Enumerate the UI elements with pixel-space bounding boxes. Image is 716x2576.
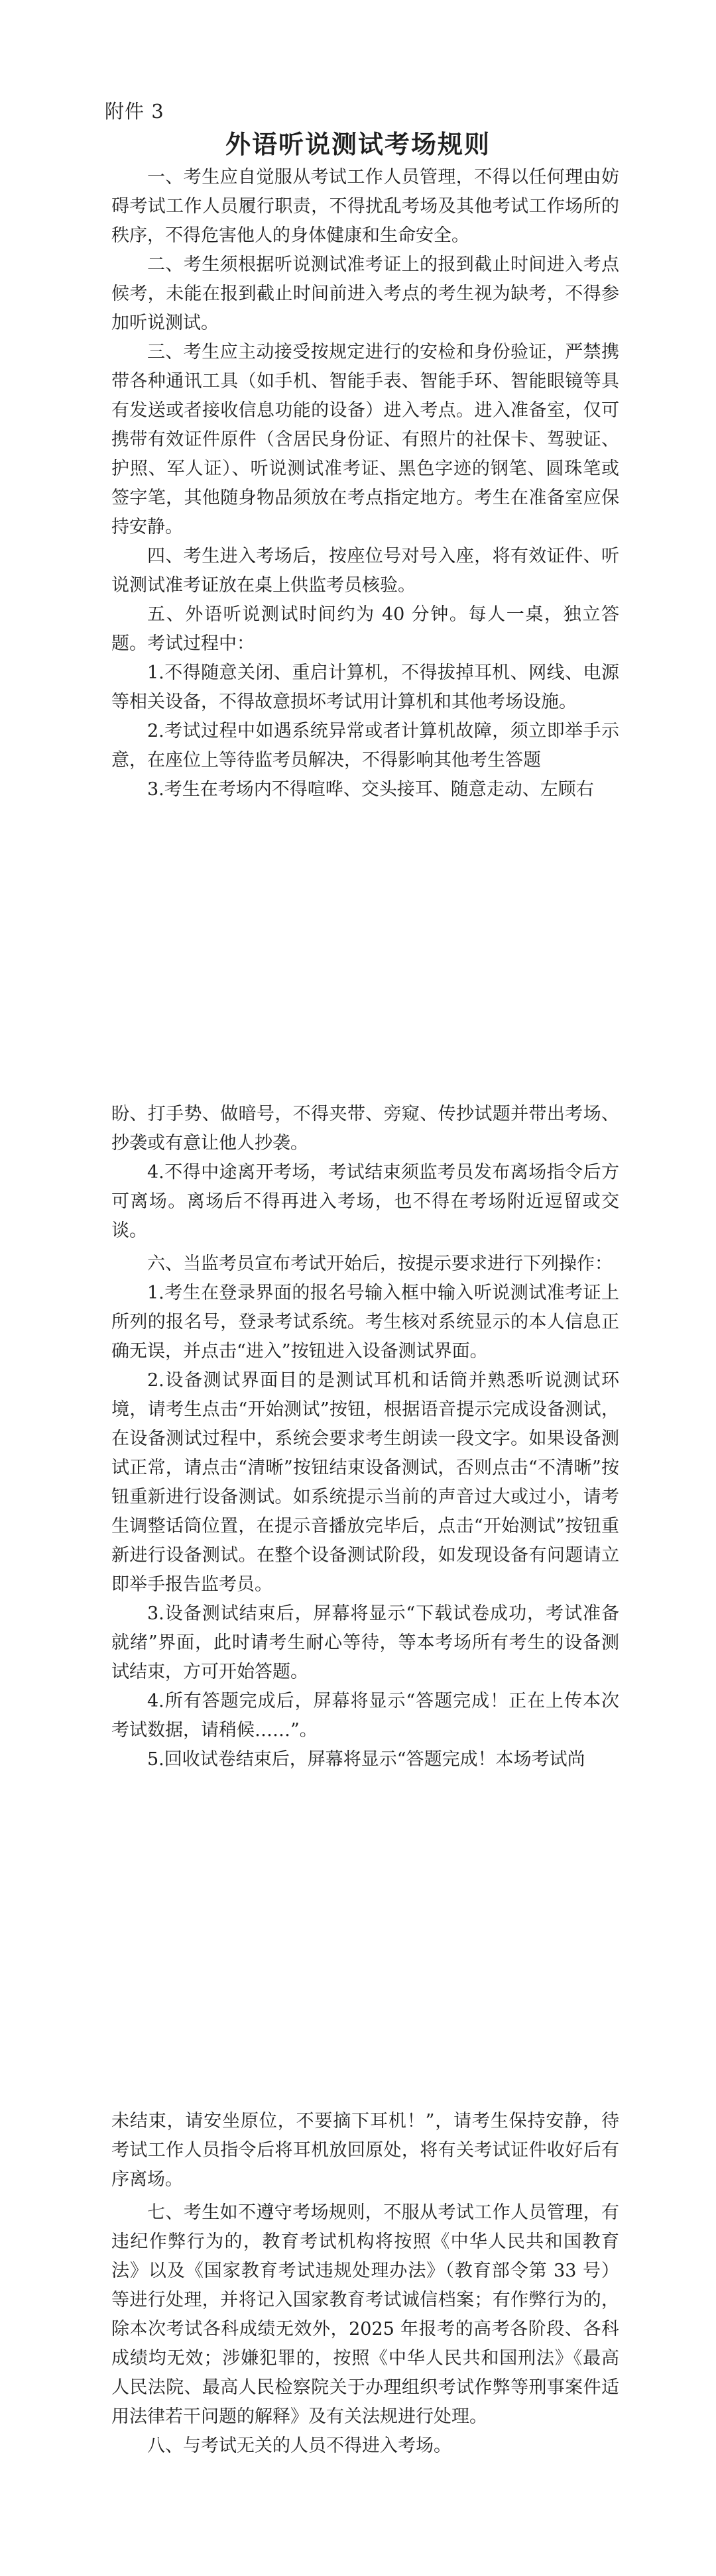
rule-item-5-3-start: 3.考生在考场内不得喧哗、交头接耳、随意走动、左顾右 bbox=[147, 779, 594, 800]
rule-item-6-5-start: 5.回收试卷结束后，屏幕将显示“答题完成！本场考试尚 bbox=[147, 1749, 585, 1770]
rule-item-6-5-end: 未结束，请安坐原位，不要摘下耳机！”，请考生保持安静，待考试工作人员指令后将耳机放回原处，将有关考试证件收好后有序离场。 bbox=[111, 2111, 619, 2190]
rules-block-2 bbox=[111, 1100, 619, 1774]
rule-item-6-4: 4.所有答题完成后，屏幕将显示“答题完成！正在上传本次考试数据，请稍候……”。 bbox=[111, 1691, 619, 1741]
rule-item-5-2: 2.考试过程中如遇系统异常或者计算机故障，须立即举手示意，在座位上等待监考员解决，不得影响其他考生答题 bbox=[111, 721, 619, 771]
rule-section-1: 一、考生应自觉服从考试工作人员管理，不得以任何理由妨碍考试工作人员履行职责，不得扰乱考场及其他考试工作场所的秩序，不得危害他人的身体健康和生命安全。 bbox=[111, 167, 619, 246]
document-title: 外语听说测试考场规则 bbox=[225, 129, 491, 159]
rule-section-2: 二、考生须根据听说测试准考证上的报到截止时间进入考点候考，未能在报到截止时间前进入考点的考生视为缺考，不得参加听说测试。 bbox=[111, 254, 619, 333]
rule-section-7: 七、考生如不遵守考场规则，不服从考试工作人员管理，有违纪作弊行为的，教育考试机构将按照《中华人民共和国教育法》以及《国家教育考试违规处理办法》（教育部令第 33 号）等进行处理，并将记入国家教育考试诚信档案；有作弊行为的，除本次考试各科成绩无效外，2025 年报考的高考各阶段、各科成绩均无效；涉嫌犯罪的，按照《中华人民共和国刑法》《最高人民法院、最高人民检察院关于办理组织考试作弊等刑事案件适用法律若干问题的解释》及有关法规进行处理。 bbox=[111, 2202, 619, 2427]
rule-section-6: 六、当监考员宣布考试开始后，按提示要求进行下列操作： bbox=[147, 1254, 613, 1274]
rule-section-3: 三、考生应主动接受按规定进行的安检和身份验证，严禁携带各种通讯工具（如手机、智能手表、智能手环、智能眼镜等具有发送或者接收信息功能的设备）进入考点。进入准备室，仅可携带有效证件原件（含居民身份证、有照片的社保卡、驾驶证、护照、军人证）、听说测试准考证、黑色字迹的钢笔、圆珠笔或签字笔，其他随身物品须放在考点指定地方。考生在准备室应保持安静。 bbox=[111, 342, 619, 537]
rule-item-5-3-end: 盼、打手势、做暗号，不得夹带、旁窥、传抄试题并带出考场、抄袭或有意让他人抄袭。 bbox=[111, 1104, 619, 1154]
rules-block-1 bbox=[111, 163, 619, 804]
rule-section-5: 五、外语听说测试时间约为 40 分钟。每人一桌，独立答题。考试过程中： bbox=[111, 604, 619, 654]
rule-item-5-1: 1.不得随意关闭、重启计算机，不得拔掉耳机、网线、电源等相关设备，不得故意损坏考试用计算机和其他考场设施。 bbox=[111, 663, 619, 712]
rule-item-6-1: 1.考生在登录界面的报名号输入框中输入听说测试准考证上所列的报名号，登录考试系统。考生核对系统显示的本人信息正确无误，并点击“进入”按钮进入设备测试界面。 bbox=[111, 1283, 619, 1362]
rule-item-6-3: 3.设备测试结束后，屏幕将显示“下载试卷成功，考试准备就绪”界面，此时请考生耐心等待，等本考场所有考生的设备测试结束，方可开始答题。 bbox=[111, 1603, 619, 1682]
rule-section-4: 四、考生进入考场后，按座位号对号入座，将有效证件、听说测试准考证放在桌上供监考员核验。 bbox=[111, 546, 619, 596]
attachment-label: 附件 3 bbox=[105, 100, 164, 123]
rule-item-6-2: 2.设备测试界面目的是测试耳机和话筒并熟悉听说测试环境，请考生点击“开始测试”按钮，根据语音提示完成设备测试，在设备测试过程中，系统会要求考生朗读一段文字。如果设备测试正常，请点击“清晰”按钮结束设备测试，否则点击“不清晰”按钮重新进行设备测试。如系统提示当前的声音过大或过小，请考生调整话筒位置，在提示音播放完毕后，点击“开始测试”按钮重新进行设备测试。在整个设备测试阶段，如发现设备有问题请立即举手报告监考员。 bbox=[111, 1370, 619, 1595]
rules-block-3 bbox=[111, 2107, 619, 2461]
rule-item-5-4: 4.不得中途离开考场，考试结束须监考员发布离场指令后方可离场。离场后不得再进入考场，也不得在考场附近逗留或交谈。 bbox=[111, 1162, 619, 1241]
rule-section-8: 八、与考试无关的人员不得进入考场。 bbox=[147, 2436, 451, 2456]
